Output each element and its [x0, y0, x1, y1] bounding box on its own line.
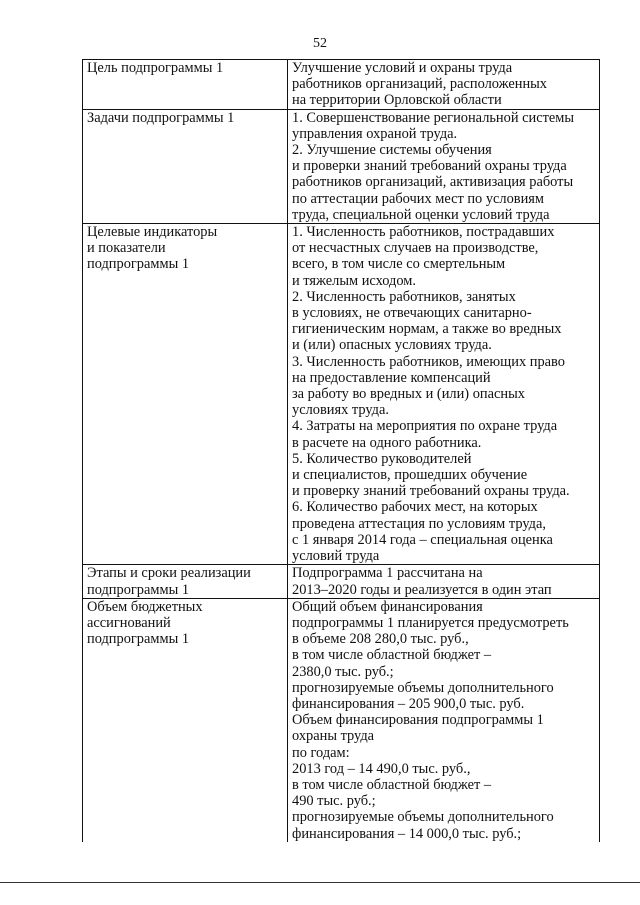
row-value-line: в условиях, не отвечающих санитарно-: [292, 305, 532, 322]
row-value-line: в расчете на одного работника.: [292, 434, 482, 451]
row-value-line: 1. Совершенствование региональной системы: [292, 109, 575, 126]
row-value-line: 2013–2020 годы и реализуется в один этап: [292, 581, 552, 598]
row-label-line: подпрограммы 1: [87, 631, 190, 648]
row-label-line: ассигнований: [87, 614, 171, 631]
row-label-line: Задачи подпрограммы 1: [87, 109, 235, 126]
row-value-line: Общий объем финансирования: [292, 598, 483, 615]
row-value-line: 4. Затраты на мероприятия по охране труда: [292, 418, 558, 435]
row-value-line: 1. Численность работников, пострадавших: [292, 224, 555, 241]
row-value-line: управления охраной труда.: [292, 125, 458, 142]
row-value-line: 3. Численность работников, имеющих право: [292, 353, 565, 370]
row-value-line: прогнозируемые объемы дополнительного: [292, 809, 554, 826]
row-value-cell: [288, 60, 600, 110]
row-value-line: Подпрограмма 1 рассчитана на: [292, 565, 483, 582]
table-row-tasks: [83, 109, 600, 223]
row-value-line: и проверки знаний требований охраны труда: [292, 158, 567, 175]
row-label-line: Объем бюджетных: [87, 598, 203, 615]
row-value-line: и специалистов, прошедших обучение: [292, 467, 528, 484]
row-label-cell: [83, 565, 288, 598]
table-row-budget: [83, 598, 600, 842]
row-value-line: 6. Количество рабочих мест, на которых: [292, 499, 538, 516]
row-value-line: проведена аттестация по условиям труда,: [292, 515, 546, 532]
row-value-line: охраны труда: [292, 728, 375, 745]
bottom-rule: [0, 882, 640, 883]
row-value-cell: [288, 109, 600, 223]
row-value-line: за работу во вредных и (или) опасных: [292, 386, 525, 403]
row-value-line: 2380,0 тыс. руб.;: [292, 663, 394, 680]
row-value-line: 5. Количество руководителей: [292, 450, 472, 467]
row-value-line: финансирования – 205 900,0 тыс. руб.: [292, 695, 525, 712]
row-label-cell: [83, 598, 288, 842]
row-value-line: и тяжелым исходом.: [292, 272, 416, 289]
row-value-line: финансирования – 14 000,0 тыс. руб.;: [292, 825, 522, 842]
row-value-line: 2. Улучшение системы обучения: [292, 142, 492, 159]
row-value-line: прогнозируемые объемы дополнительного: [292, 679, 554, 696]
row-value-line: 2013 год – 14 490,0 тыс. руб.,: [292, 760, 471, 777]
table-body: [83, 60, 600, 842]
row-label-line: подпрограммы 1: [87, 581, 190, 598]
row-label-cell: [83, 224, 288, 565]
row-value-line: на предоставление компенсаций: [292, 369, 491, 386]
row-value-line: всего, в том числе со смертельным: [292, 256, 506, 273]
row-value-cell: [288, 565, 600, 598]
row-label-line: Целевые индикаторы: [87, 224, 218, 241]
subprogram-passport-table: [82, 59, 600, 842]
row-value-line: от несчастных случаев на производстве,: [292, 240, 539, 257]
row-value-line: с 1 января 2014 года – специальная оценка: [292, 531, 553, 548]
row-value-line: 490 тыс. руб.;: [292, 793, 376, 810]
row-value-line: труда, специальной оценки условий труда: [292, 206, 550, 223]
row-value-line: и (или) опасных условиях труда.: [292, 337, 492, 354]
row-label-cell: [83, 109, 288, 223]
row-value-line: Улучшение условий и охраны труда: [292, 60, 513, 76]
row-value-line: гигиеническим нормам, а также во вредных: [292, 321, 562, 338]
row-label-line: Цель подпрограммы 1: [87, 60, 224, 76]
row-value-line: в том числе областной бюджет –: [292, 647, 492, 664]
row-label-line: подпрограммы 1: [87, 256, 190, 273]
row-value-line: по годам:: [292, 744, 350, 761]
row-label-line: Этапы и сроки реализации: [87, 565, 251, 582]
row-value-line: и проверку знаний требований охраны труда.: [292, 483, 570, 500]
row-value-line: условий труда: [292, 548, 380, 565]
table-row-indicators: [83, 224, 600, 565]
row-label-cell: [83, 60, 288, 110]
row-value-line: в том числе областной бюджет –: [292, 776, 492, 793]
row-value-line: Объем финансирования подпрограммы 1: [292, 712, 544, 729]
row-label-line: и показатели: [87, 240, 166, 257]
row-value-line: условиях труда.: [292, 402, 389, 419]
page-number: 52: [313, 36, 327, 51]
row-value-line: 2. Численность работников, занятых: [292, 288, 516, 305]
row-value-cell: [288, 224, 600, 565]
row-value-line: работников организаций, активизация работы: [292, 174, 574, 191]
row-value-line: по аттестации рабочих мест по условиям: [292, 190, 545, 207]
row-value-line: на территории Орловской области: [292, 92, 502, 109]
table-row-goal: [83, 60, 600, 110]
row-value-line: работников организаций, расположенных: [292, 76, 548, 93]
row-value-line: подпрограммы 1 планируется предусмотреть: [292, 614, 569, 631]
row-value-cell: [288, 598, 600, 842]
table-row-stages: [83, 565, 600, 598]
row-value-line: в объеме 208 280,0 тыс. руб.,: [292, 631, 469, 648]
